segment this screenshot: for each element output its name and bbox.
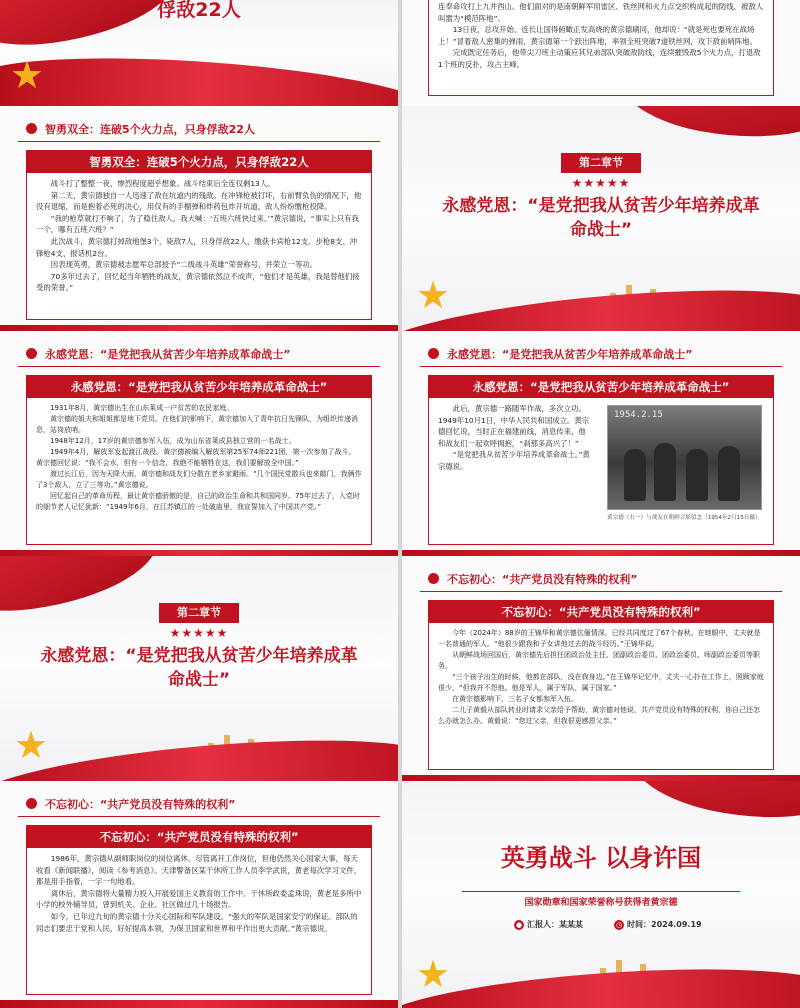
paragraph: 回忆起自己的革命历程，最让黄宗德骄傲的是，自己的政治生命和共和国同岁。75年过去了，入党时的细节老人记忆犹新：“1949年6月，在江苏镇江的一处破庙里，我宣誓加入了中国共产党。”: [36, 492, 360, 511]
panel-title: 不忘初心：“共产党员没有特殊的权利”: [429, 601, 773, 623]
reporter-info: [514, 919, 583, 930]
paragraph: 1986年，黄宗德从副师职岗位的岗位离休。尽管离开工作岗位，但他仍然关心国家大事，每天收看《新闻联播》，阅读《参考消息》。天津警备区某干休所工作人员李学武说，黄老每次学习文件，都是用手指着，一字一句地看。: [36, 854, 362, 887]
panel-body: [27, 398, 371, 518]
red-ribbon: [0, 556, 165, 621]
panel-body: [429, 398, 599, 478]
paragraph: 1931年8月，黄宗德出生在山东莱成一户贫苦的农民家庭。: [50, 404, 234, 412]
rating-stars: ★★★★★: [571, 176, 631, 190]
red-wave: [0, 46, 398, 110]
paragraph: 黄宗德的姐夫和姐姐都是地下党员。在他们的影响下，黄宗德加入了青年抗日先锋队，为组织传递消息，站岗放哨。: [36, 415, 358, 434]
chapter-badge: 第二章节: [561, 153, 641, 173]
slide-6[interactable]: [402, 331, 800, 558]
bullet-dot: [26, 123, 37, 134]
chapter-badge: 第二章节: [159, 603, 239, 623]
panel-body: [27, 173, 371, 299]
slide-header: [18, 341, 380, 367]
panel-body: [429, 623, 773, 732]
content-panel: [428, 0, 774, 96]
closing-subtitle: 国家勋章和国家荣誉称号获得者黄宗德: [462, 891, 740, 908]
paragraph: “是党把我从贫苦少年培养成革命战士。”黄宗德说。: [438, 450, 590, 471]
red-wave: [402, 273, 800, 333]
header-title: 永感党恩：“是党把我从贫苦少年培养成革命战士”: [45, 347, 291, 361]
slide-3[interactable]: [0, 106, 398, 333]
paragraph: 此次战斗，黄宗德打掉敌地堡3个，毙敌7人，只身俘敌22人，缴获卡宾枪12支、步枪8支、冲锋枪4支、报话机2台。: [36, 236, 358, 258]
content-panel: [26, 825, 372, 995]
paragraph: 二儿子黄毅从部队转业时请求父亲给予帮助，黄宗德对他说，共产党员没有特殊的权利，你自己还怎么办就怎么办。黄毅说：“您过父亲，但我很更感恩父亲。”: [438, 706, 760, 725]
paragraph: 如今，已年过九旬的黄宗德十分关心国际和军队建设。“强大的军队是国家安宁的保证。部队的同志们要忠于党和人民，好好提高本领，为保卫国家和世界和平作出更大贡献。”黄宗德说。: [36, 911, 358, 933]
paragraph: 今年（2024年）88岁的王锦华和黄宗德伉俪情深，已经共同度过了67个春秋。在她眼中，丈夫就是一名普通的军人。“他很少跟我和子女讲他过去的战斗经历。”王锦华说。: [438, 629, 761, 648]
paragraph: 70多年过去了，回忆起当年牺牲的战友，黄宗德依然泣不成声，“他们才是英雄，我是替他们接受的荣誉。”: [36, 271, 360, 293]
slide-title: 俘敌22人: [157, 0, 241, 21]
panel-body: [27, 848, 371, 939]
reporter-label: 汇报人：某某某: [527, 920, 583, 929]
paragraph: 1948年12月，17岁的黄宗德参军入伍，成为山东省莱成县独立营的一名战士。: [50, 437, 296, 445]
closing-title: 英勇战斗 以身许国: [500, 844, 702, 872]
slide-9[interactable]: [0, 781, 398, 1008]
header-title: 智勇双全：连破5个火力点，只身俘敌22人: [45, 122, 255, 136]
paragraph: “我的枪草就打不响了，为了稳住敌人，我大喊：‘五班六班快过来。’”黄宗德说，“事实上只有我一个，哪有五班六班？”: [36, 213, 359, 235]
red-wave: [0, 723, 398, 783]
historic-photo: [607, 405, 762, 510]
soldier-figure: [654, 443, 676, 501]
slide-1[interactable]: [0, 0, 398, 110]
slide-header: [420, 341, 782, 367]
paragraph: 连奉命攻打上九井西山。他们面对的是南朝鲜军用雷区、铁丝网和火力点交织构成起的防线，被敌人叫嚣为“模范阵地”。: [438, 2, 764, 23]
slide-title: 永感党恩：“是党把我从贫苦少年培养成革命战士”: [40, 646, 358, 690]
slide-8[interactable]: [402, 556, 800, 783]
star-icon: ★: [416, 273, 451, 317]
paragraph: “三个孩子出生的时候，他都在部队，没在我身边。”在王锦华记忆中，丈夫一心扑在工作上，照顾家庭很少，“但我并不怨他。他是军人，属于军队，属于国家。”: [438, 673, 764, 692]
paragraph: 在黄宗德影响下，三名子女都参军入伍。: [452, 695, 578, 703]
content-panel: [26, 150, 372, 320]
paragraph: 完成既定任务后，他带尖刀班主动策应其兄弟部队突破敌防线，连续摧毁敌5个火力点，打退敌1个班的反扑，攻占主峰。: [438, 48, 761, 69]
slide-7[interactable]: [0, 556, 398, 783]
slide-2[interactable]: [402, 0, 800, 110]
soldier-figure: [718, 446, 740, 501]
paragraph: 此后，黄宗德一路随军作战，多次立功。1949年10月1日，中华人民共和国成立。黄宗德回忆说，当时正在福建前线，消息传来，他和战友们一起欢呼拥抱，“刹那多高兴了！”: [438, 404, 590, 448]
panel-title: 智勇双全：连破5个火力点，只身俘敌22人: [27, 151, 371, 173]
photo-caption: 黄宗德（右一）与战友在朝鲜合影留念（1954年2月15日摄）: [607, 515, 761, 521]
user-icon: ●: [515, 920, 523, 929]
slide-header: [420, 566, 782, 592]
star-icon: ★: [416, 952, 451, 996]
slide-title: 永感党恩：“是党把我从贫苦少年培养成革命战士”: [442, 196, 760, 240]
slide-10[interactable]: [402, 781, 800, 1008]
bullet-dot: [428, 348, 439, 359]
time-info: [614, 919, 702, 930]
soldier-figure: [686, 449, 708, 501]
header-title: 永感党恩：“是党把我从贫苦少年培养成革命战士”: [447, 347, 693, 361]
paragraph: 第二天，黄宗德独自一人迅速了敌在坑道内的残敌。在冲锋枪被打坏，右前臂负伤的情况下，他没有退缩，而是抱着必死的决心，用仅有的手榴弹和炸药包炸开坑道，敌人纷纷缴枪投降。: [36, 190, 362, 212]
time-label: 时间：2024.09.19: [627, 920, 702, 929]
red-ribbon: [616, 106, 800, 154]
header-title: 不忘初心：“共产党员没有特殊的权利”: [45, 797, 236, 811]
paragraph: 从朝鲜战场回国后，黄宗德先后担任团政治处主任、团副政治委员、团政治委员、师副政治委员等职务。: [438, 651, 760, 670]
header-title: 不忘初心：“共产党员没有特殊的权利”: [447, 572, 638, 586]
paragraph: 渡过长江后，因为天降大雨，黄宗德和战友们分散在老乡家避雨。“几个国民党散兵也来敲门，我俩作了3个敌人，立了三等功。”黄宗德说。: [36, 470, 362, 489]
paragraph: 因表现英勇，黄宗德被志愿军总部授予“二级战斗英雄”荣誉称号，并荣立一等功。: [50, 260, 318, 270]
paragraph: 13日夜，总攻开始。连长让国得俯瞰正发高烧的黄宗德刷同，他却说：“就是死也要死在战场上！”冒着敌人密集的弹雨，黄宗德第一个跃出阵地，率领全班突破7道铁丝网，攻下敌前哨阵地。: [438, 25, 757, 46]
paragraph: 1949年4月，解放军发起渡江战役。黄宗德被编入解放军第25军74师221团，第一次参加了战斗。黄宗德回忆说：“我不会水，但有一个信念，我绝不能牺牲在这，我们要解放全中国。”: [36, 448, 356, 467]
paragraph: 战斗打了整整一夜，惨烈程度超乎想象。战斗结束后全连仅剩13人。: [50, 179, 275, 188]
bullet-dot: [428, 573, 439, 584]
panel-title: 永感党恩：“是党把我从贫苦少年培养成革命战士”: [27, 376, 371, 398]
panel-title: 永感党恩：“是党把我从贫苦少年培养成革命战士”: [429, 376, 773, 398]
content-panel: [428, 375, 774, 545]
panel-title: 不忘初心：“共产党员没有特殊的权利”: [27, 826, 371, 848]
panel-body: [429, 0, 773, 76]
slide-5[interactable]: [0, 331, 398, 558]
slide-4[interactable]: [402, 106, 800, 333]
red-ribbon: [625, 781, 800, 838]
star-icon: ★: [10, 53, 45, 97]
bullet-dot: [26, 798, 37, 809]
paragraph: 离休后，黄宗德将大量精力投入开展爱国主义教育的工作中。干休所政委孟珠说，黄老是多所中小学的校外辅导员，曾到机关、企业、社区做过几十场报告。: [36, 888, 362, 910]
soldier-figure: [624, 449, 646, 501]
content-panel: [428, 600, 774, 770]
rating-stars: ★★★★★: [169, 626, 229, 640]
star-icon: ★: [14, 723, 49, 767]
bullet-dot: [26, 348, 37, 359]
slide-header: [18, 791, 380, 817]
slide-header: [18, 116, 380, 142]
photo-inscription: 1954.2.15: [614, 410, 663, 420]
content-panel: [26, 375, 372, 545]
clock-icon: ◷: [615, 920, 623, 929]
